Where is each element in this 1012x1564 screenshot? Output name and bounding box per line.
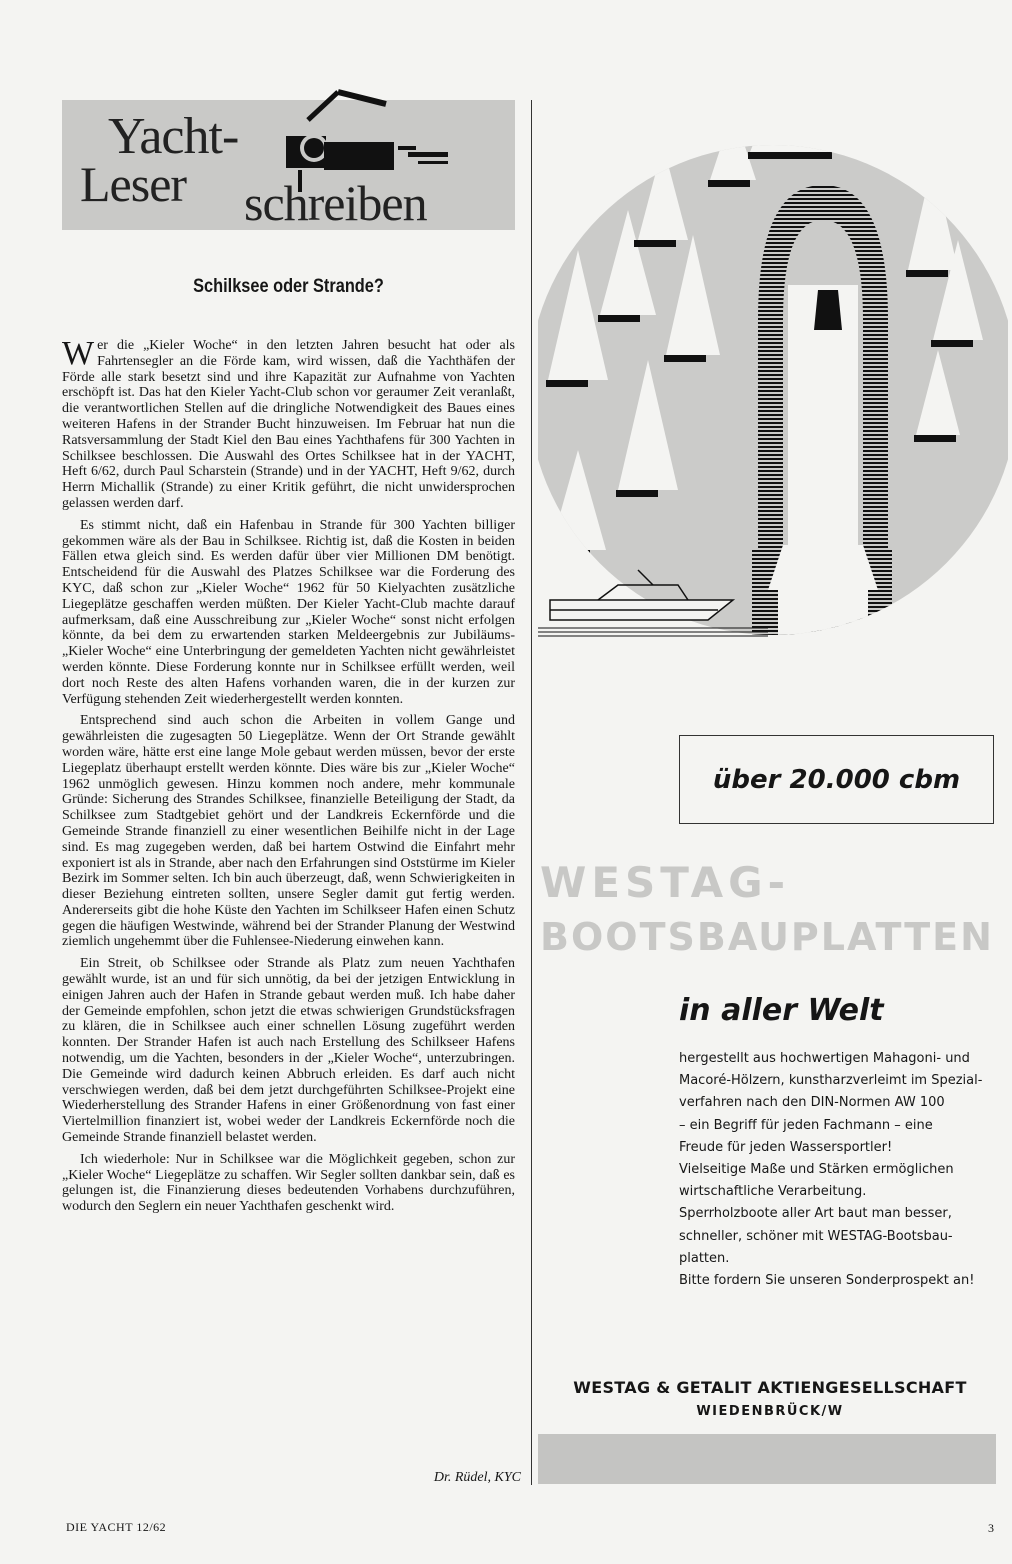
ad-line: Macoré-Hölzern, kunstharzverleimt im Spezial- [679, 1073, 983, 1089]
article-paragraph-5: Ich wiederhole: Nur in Schilksee war die Möglichkeit gegeben, schon zur „Kieler Woche“ Liegeplätze zu schaffen. Wir Segler sollten dankbar sein, daß es gelungen ist, die Finanzierung dieses bedeutenden Vorhabens durchzuführen, wodurch den Seglern ein neuer Yachthafen geschenkt wird. [62, 1151, 515, 1215]
header-title-yacht: Yacht- [108, 108, 239, 165]
company-name: WESTAG & GETALIT AKTIENGESELLSCHAFT [573, 1378, 967, 1397]
header-title-leser: Leser [80, 156, 187, 212]
ad-line: schneller, schöner mit WESTAG-Bootsbau- [679, 1228, 953, 1244]
ad-slogan: in aller Welt [679, 993, 884, 1028]
ad-line: hergestellt aus hochwertigen Mahagoni- und [679, 1051, 970, 1066]
article-paragraph-3: Entsprechend sind auch schon die Arbeiten in vollem Gange und gewährleisten die zugesagten 50 Liegeplätze. Wenn der Ort Strande gewählt worden wäre, hätte erst eine lange Mole gebaut werden müssen, bevor der erste Liegeplatz überhaupt erstellt werden könnte. Dies wäre bis zur „Kieler Woche“ 1962 unmöglich gewesen. Hinzu kommen noch andere, mehr kommunale Gründe: Sicherung des Strandes Schilksee, finanzielle Beteiligung der Stadt, da Schilksee zum Stadtgebiet gehört und der Landkreis Eckernförde und die Gemeinde Strande finanziell zu einer wesentlichen Beihilfe nicht in der Lage sind. Es mag zugegeben werden, daß bei hartem Ostwind die Einfahrt mehr exponiert ist als in Strande, aber nach den Erfahrungen sind Oststürme im Kieler Bezirk im Sommer selten. Ich bin auch überzeugt, daß, wenn Schwierigkeiten in dieser Beziehung eintreten sollten, unsere Segler damit gut fertig werden. Andererseits gibt die hohe Küste den Yachten im Schilkseer Hafen einen Schutz gegen die häufigen Westwinde, während bei der Strander Planung der Westwind ziemlich ungehemmt über die Fuhlensee-Niederung einwehen kann. [62, 713, 515, 950]
ad-line: Bitte fordern Sie unseren Sonderprospekt an! [679, 1273, 975, 1289]
grey-band [538, 1434, 996, 1484]
volume-box [679, 735, 994, 824]
ad-line: – ein Begriff für jeden Fachmann – eine [679, 1117, 933, 1133]
ad-body-text [679, 1048, 999, 1292]
article-signature: Dr. Rüdel, KYC [433, 1470, 521, 1485]
harbor-illustration [538, 90, 1008, 690]
ad-line: verfahren nach den DIN-Normen AW 100 [679, 1095, 945, 1111]
ad-line: Sperrholzboote aller Art baut man besser, [679, 1206, 952, 1222]
article-body [62, 335, 515, 1221]
article-paragraph-2: Es stimmt nicht, daß ein Hafenbau in Strande für 300 Yachten billiger gekommen wäre als der Bau in Schilksee. Richtig ist, daß die Kosten in beiden Fällen etwa gleich sind. Es werden dafür über vier Millionen DM benötigt. Entscheidend für die Auswahl des Platzes Schilksee war die Forderung des KYC, daß schon zur „Kieler Woche“ 1962 für 50 Kielyachten zusätzliche Liegeplätze geschaffen werden müßten. Der Kieler Yacht-Club machte darauf aufmerksam, daß eine Ausschreibung zur „Kieler Woche“ sonst nicht erfolgen könnte, da bei dem zu erwartenden starken Meldeergebnis zur Jubiläums-„Kieler Woche“ eine Unterbringung der gemeldeten Yachten nicht gewährleistet werden könnte. Diese Forderung konnte nur in Schilksee erfüllt werden, weil dort noch Reste des alten Hafens vorhanden waren, die in der kurzen zur Verfügung stehenden Zeit wiederhergestellt werden konnten. [62, 517, 515, 707]
article-paragraph-1: Wer die „Kieler Woche“ in den letzten Jahren besucht hat oder als Fahrtensegler an die Förde kam, wird wissen, daß die Yachthäfen der Förde alle stark besetzt sind und ihre Kapazität zur Aufnahme von Yachten erschöpft ist. Das hat den Kieler Yacht-Club schon vor geraumer Zeit veranlaßt, die verantwortlichen Stellen auf die dringliche Notwendigkeit des Baues eines weiteren Hafens in der Strander Bucht hinzuweisen. Im Februar hat nun die Ratsversammlung der Stadt Kiel den Bau eines Yachthafens für 300 Yachten in Schilksee beschlossen. Die Auswahl des Ortes Schilksee hat in der YACHT, Heft 6/62, durch Paul Scharstein (Strande) und in der YACHT, Heft 9/62, durch Herrn Michallik (Strande) zu einer Kritik geführt, die nicht unwidersprochen gelassen werden darf. [62, 335, 515, 511]
ad-line: platten. [679, 1250, 730, 1266]
article-paragraph-4: Ein Streit, ob Schilksee oder Strande als Platz zum neuen Yachthafen gewählt wurde, ist an und für sich unnötig, da bei der jetzigen Entwicklung in einigen Jahren auch der Hafen in Strande gebaut werden muß. Ich habe daher der Gemeinde empfohlen, schon jetzt die etwas schwierigen Grundstücksfragen zu klären, die in Schilksee auch einer schnellen Lösung zugeführt werden konnten. Der Strander Hafen ist auch nach Erstellung des Schilkseer Hafens notwendig, um die Yachten, besonders in der „Kieler Woche“, unterzubringen. Die Gemeinde wird dadurch keinen Abbruch erleiden. Es darf auch nicht verschwiegen werden, daß bei dem jetzt durchgeführten Schilksee-Projekt eine Wiederherstellung des Strander Hafens in einer Größenordnung von fast einer Viertelmillion finanziert ist, wobei weder der Landkreis Eckernförde noch die Gemeinde Strande finanziell belastet werden. [62, 956, 515, 1146]
brand-name-line1: WESTAG- [540, 858, 791, 907]
ad-line: Vielseitige Maße und Stärken ermöglichen [679, 1162, 954, 1178]
page-number: 3 [988, 1521, 994, 1535]
magazine-issue-label: DIE YACHT 12/62 [66, 1520, 167, 1534]
brand-name-line2: BOOTSBAUPLATTEN [540, 915, 994, 959]
ad-line: wirtschaftliche Verarbeitung. [679, 1184, 867, 1200]
ad-line: Freude für jeden Wassersportler! [679, 1139, 893, 1155]
volume-label: über 20.000 cbm [712, 764, 961, 795]
article-title: Schilksee oder Strande? [193, 276, 384, 297]
drop-cap: W [62, 335, 95, 372]
header-title-schreiben: schreiben [244, 175, 427, 231]
column-divider [531, 100, 532, 1485]
company-city: WIEDENBRÜCK/W [696, 1404, 844, 1419]
